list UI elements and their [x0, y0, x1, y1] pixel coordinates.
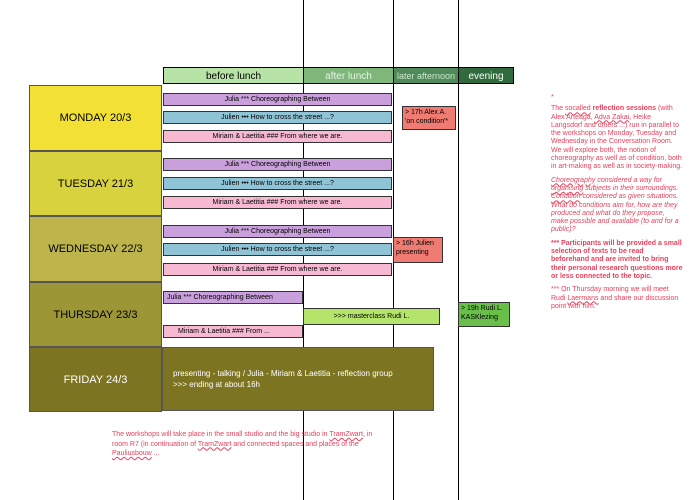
sidebar-paragraph-2: Choreography considered a way for organising subjects in their surroundings. Condition considered as given situations. What do conditions aim for, how are they produced and what do they propose, make possible and available (to and for a public)?	[551, 176, 679, 234]
session-julia-thursday: Julia *** Choreographing Between	[163, 291, 303, 304]
session-miriam-wednesday: Miriam & Laetitia ### From where we are.	[163, 263, 392, 276]
session-julien-tuesday: Julien ••• How to cross the street ...?	[163, 177, 392, 190]
sidebar-paragraph-3: *** Participants will be provided a small selection of texts to be read beforehand and are invited to bring their personal research questions more or less connected to the topic.	[551, 239, 683, 280]
session-miriam-tuesday: Miriam & Laetitia ### From where we are.	[163, 196, 392, 209]
note-monday-evening: > 17h Alex A. 'on condition'*	[402, 106, 456, 130]
session-julien-monday: Julien ••• How to cross the street ...?	[163, 111, 392, 124]
reflection-sidebar	[551, 94, 683, 316]
sidebar-star: *	[551, 94, 554, 101]
session-julia-wednesday: Julia *** Choreographing Between	[163, 225, 392, 238]
column-header-later-afternoon: later afternoon	[393, 67, 459, 84]
session-julia-tuesday: Julia *** Choreographing Between	[163, 158, 392, 171]
day-wednesday: WEDNESDAY 22/3	[29, 216, 162, 282]
note-wednesday-later: > 16h Julien presenting	[393, 237, 443, 263]
day-friday: FRIDAY 24/3	[29, 347, 162, 412]
sidebar-paragraph-4: *** On Thursday morning we will meet Rudi Laermans and share our discussion point with him.	[551, 286, 679, 310]
column-header-evening: evening	[458, 67, 514, 84]
friday-session-block	[162, 347, 434, 411]
session-miriam-thursday: Miriam & Laetitia ### From ...	[163, 325, 303, 338]
location-note: The workshops will take place in the small studio and the big studio in TramZwart, in room R7 (in continuation of TramZwart and connected spaces and places of the Pauliusbouw ...	[112, 431, 373, 457]
column-header-after-lunch: after lunch	[303, 67, 394, 84]
day-tuesday: TUESDAY 21/3	[29, 151, 162, 216]
session-masterclass-thursday: >>> masterclass Rudi L.	[303, 308, 440, 325]
friday-line-2: >>> ending at about 16h	[173, 380, 260, 389]
day-thursday: THURSDAY 23/3	[29, 282, 162, 347]
session-miriam-monday: Miriam & Laetitia ### From where we are.	[163, 130, 392, 143]
sidebar-paragraph-1: The socalled reflection sessions (with Alex Arteaga, Adva Zakai, Heike Langsdorf and others ...) run in parallel to the workshops on Monday, Tuesday and Wednesday in the Conversation Room. We will explore both, the notion of choreography as well as of condition, both in art-making as well as in society-making.	[551, 105, 683, 171]
session-julien-wednesday: Julien ••• How to cross the street ...?	[163, 243, 392, 256]
column-header-before-lunch: before lunch	[163, 67, 304, 84]
friday-line-1: presenting - talking / Julia - Miriam & Laetitia - reflection group	[173, 369, 393, 378]
day-monday: MONDAY 20/3	[29, 85, 162, 151]
session-julia-monday: Julia *** Choreographing Between	[163, 93, 392, 106]
note-thursday-evening: > 19h Rudi L. KASKlezing	[458, 302, 510, 327]
